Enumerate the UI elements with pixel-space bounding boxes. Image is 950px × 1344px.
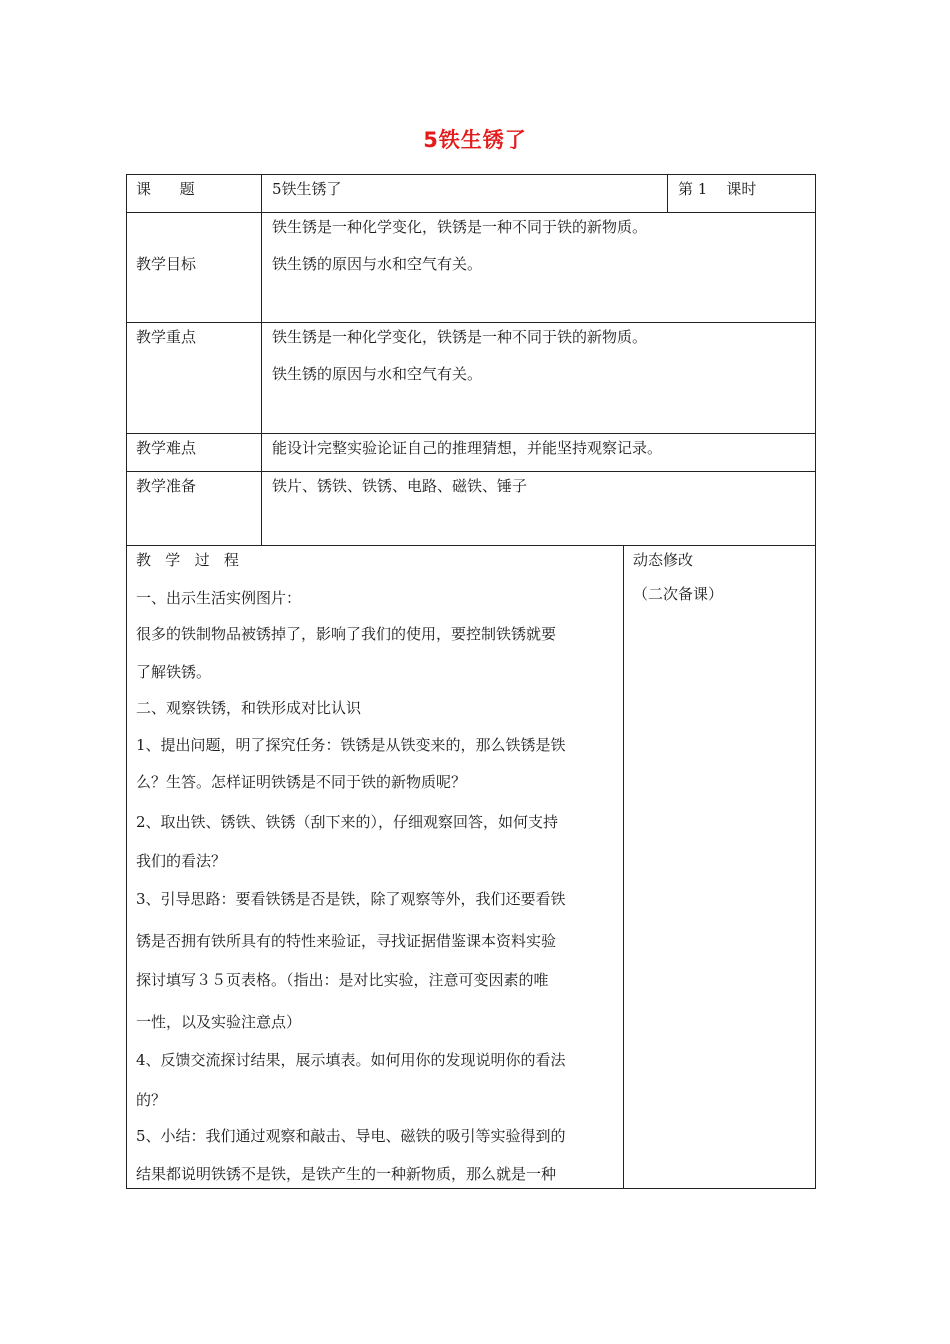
process-line: 4、反馈交流探讨结果，展示填表。如何用你的发现说明你的看法 — [136, 1051, 566, 1069]
row-divider — [126, 545, 816, 546]
label-column-divider — [261, 174, 262, 546]
row-divider — [126, 212, 816, 213]
difficulties-label: 教学难点 — [136, 439, 197, 457]
row-divider — [126, 433, 816, 434]
table-border-bottom — [126, 1188, 816, 1189]
topic-label: 课 题 — [136, 180, 195, 198]
process-line: 锈是否拥有铁所具有的特性来验证，寻找证据借鉴课本资料实验 — [136, 932, 557, 950]
table-border-top — [126, 174, 816, 175]
document-title: 5铁生锈了 — [423, 128, 527, 152]
period-column-divider — [667, 174, 668, 213]
process-line: 了解铁锈。 — [136, 663, 212, 681]
process-line: 2、取出铁、锈铁、铁锈（刮下来的），仔细观察回答，如何支持 — [136, 813, 559, 831]
difficulties-text: 能设计完整实验论证自己的推理猜想，并能坚持观察记录。 — [272, 439, 663, 457]
revision-heading: 动态修改 — [633, 551, 694, 569]
objective-line: 铁生锈的原因与水和空气有关。 — [272, 255, 483, 273]
process-line: 很多的铁制物品被锈掉了，影响了我们的使用，要控制铁锈就要 — [136, 625, 557, 643]
key-point-line: 铁生锈是一种化学变化，铁锈是一种不同于铁的新物质。 — [272, 328, 648, 346]
process-line: 1、提出问题，明了探究任务：铁锈是从铁变来的，那么铁锈是铁 — [136, 736, 566, 754]
process-line: 一性，以及实验注意点） — [136, 1013, 302, 1031]
table-border-left — [126, 174, 127, 1189]
process-line: 结果都说明铁锈不是铁，是铁产生的一种新物质，那么就是一种 — [136, 1165, 557, 1183]
lesson-period: 第 1 课时 — [678, 180, 757, 198]
process-line: 的？ — [136, 1091, 167, 1109]
process-line: 一、出示生活实例图片： — [136, 589, 302, 607]
row-divider — [126, 471, 816, 472]
revision-column-divider — [623, 545, 624, 1189]
process-line: 5、小结：我们通过观察和敲击、导电、磁铁的吸引等实验得到的 — [136, 1127, 566, 1145]
key-points-label: 教学重点 — [136, 328, 197, 346]
objectives-label: 教学目标 — [136, 255, 197, 273]
process-line: 3、引导思路：要看铁锈是否是铁，除了观察等外，我们还要看铁 — [136, 890, 566, 908]
preparation-label: 教学准备 — [136, 477, 197, 495]
process-line: 我们的看法？ — [136, 852, 227, 870]
topic-value: 5铁生锈了 — [272, 180, 342, 198]
key-point-line: 铁生锈的原因与水和空气有关。 — [272, 365, 483, 383]
process-line: 探讨填写３５页表格。（指出：是对比实验，注意可变因素的唯 — [136, 971, 549, 989]
lesson-plan-table — [126, 174, 816, 1189]
revision-subheading: （二次备课） — [633, 585, 724, 603]
process-heading: 教 学 过 程 — [136, 551, 239, 569]
objective-line: 铁生锈是一种化学变化，铁锈是一种不同于铁的新物质。 — [272, 218, 648, 236]
preparation-text: 铁片、锈铁、铁锈、电路、磁铁、锤子 — [272, 477, 528, 495]
process-line: 二、观察铁锈，和铁形成对比认识 — [136, 699, 362, 717]
process-line: 么？生答。怎样证明铁锈是不同于铁的新物质呢？ — [136, 773, 467, 791]
row-divider — [126, 322, 816, 323]
table-border-right — [815, 174, 816, 1189]
